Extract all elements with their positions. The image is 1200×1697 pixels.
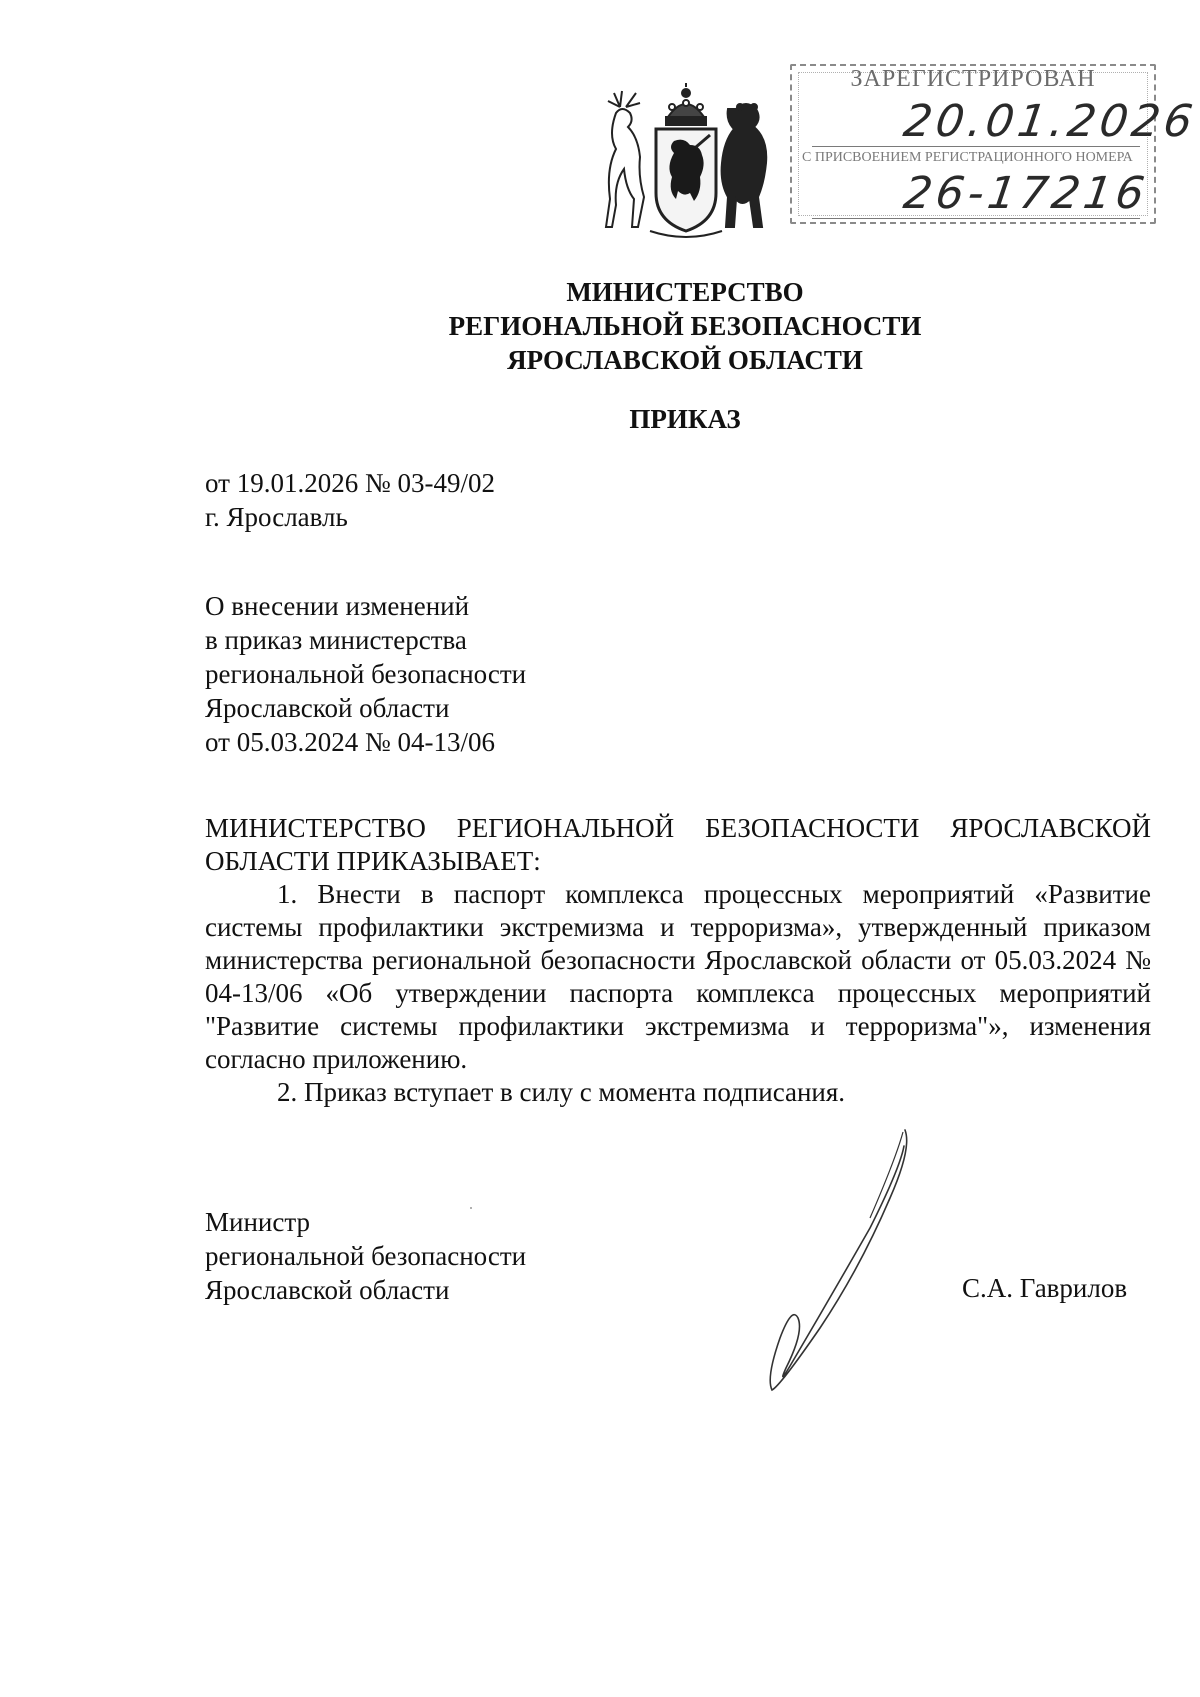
stamp-subtitle: С ПРИСВОЕНИЕМ РЕГИСТРАЦИОННОГО НОМЕРА	[802, 150, 1133, 165]
document-subject	[205, 589, 526, 759]
signatory-name: С.А. Гаврилов	[962, 1273, 1128, 1303]
document-meta	[205, 466, 495, 534]
body-preamble: МИНИСТЕРСТВО РЕГИОНАЛЬНОЙ БЕЗОПАСНОСТИ ЯРОСЛАВСКОЙ ОБЛАСТИ ПРИКАЗЫВАЕТ:	[205, 813, 1151, 876]
signatory-position-line: региональной безопасности	[205, 1241, 527, 1271]
subject-line: от 05.03.2024 № 04-13/06	[205, 727, 495, 757]
document-body	[205, 812, 1151, 1109]
stamp-title: ЗАРЕГИСТРИРОВАН	[850, 66, 1096, 92]
body-item-1: 1. Внести в паспорт комплекса процессных мероприятий «Развитие системы профилактики экстремизма и терроризма», утвержденный приказом министерства региональной безопасности Ярославской области от 05.03.2024 № 04-13/06 «Об утверждении паспорта комплекса процессных мероприятий "Развитие системы профилактики экстремизма и терроризма"», изменения согласно приложению.	[205, 879, 1151, 1074]
signatory-position-line: Ярославской области	[205, 1275, 450, 1305]
ministry-header-line2: РЕГИОНАЛЬНОЙ БЕЗОПАСНОСТИ	[448, 311, 922, 341]
coat-of-arms-icon	[598, 83, 774, 243]
stamp-registration-number: 26-17216	[900, 168, 1152, 219]
ministry-header-line3: ЯРОСЛАВСКОЙ ОБЛАСТИ	[507, 345, 863, 375]
registration-stamp	[790, 64, 1200, 224]
stamp-date: 20.01.2026	[900, 96, 1200, 147]
document-city: г. Ярославль	[205, 502, 348, 532]
body-item-2: 2. Приказ вступает в силу с момента подписания.	[277, 1077, 846, 1107]
ministry-header	[0, 275, 1200, 377]
ministry-header-line1: МИНИСТЕРСТВО	[566, 277, 804, 307]
subject-line: Ярославской области	[205, 693, 450, 723]
signatory-position-line: Министр	[205, 1207, 310, 1237]
subject-line: О внесении изменений	[205, 591, 470, 621]
subject-line: региональной безопасности	[205, 659, 527, 689]
document-date-number: от 19.01.2026 № 03-49/02	[205, 468, 495, 498]
signatory-position	[205, 1205, 526, 1307]
subject-line: в приказ министерства	[205, 625, 467, 655]
scan-speck	[470, 1207, 472, 1209]
handwritten-signature-icon	[720, 1128, 920, 1398]
document-type-title: ПРИКАЗ	[629, 404, 741, 434]
